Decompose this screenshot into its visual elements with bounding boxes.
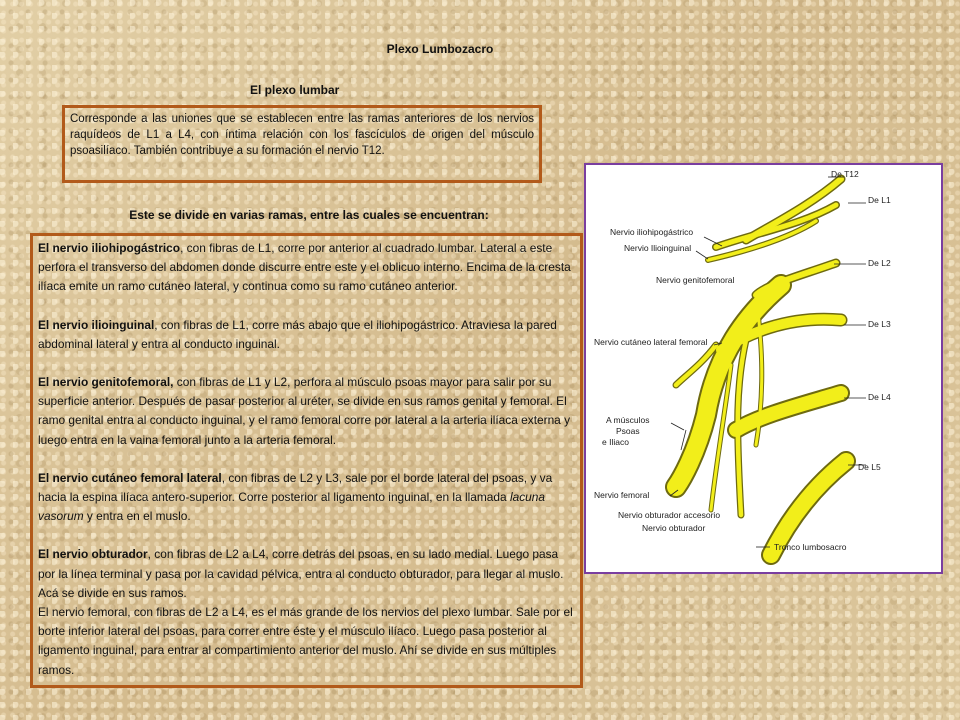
intro-box: Corresponde a las uniones que se establecen entre las ramas anteriores de los nervios raquídeos de L1 a L4, con íntima relación con los fascículos de origen del músculo psoasilíaco. También contribuye a su formación el nervio T12. <box>62 105 542 183</box>
label-muscles-1: A músculos <box>606 415 650 425</box>
nerve-description: , con fibras de L1, corre por anterior al cuadrado lumbar. Lateral a este perfora el transverso del abdomen donde discurre entre este y el oblicuo interno. Encima de la cresta ilíaca emite un ramo cutáneo lateral, y continua como su ramo cutáneo anterior. <box>38 241 571 294</box>
nerve-trunks <box>676 179 846 555</box>
section-subtitle: El plexo lumbar <box>250 83 340 97</box>
label-muscles-3: e Iliaco <box>602 437 629 447</box>
nerve-paragraph <box>38 316 575 354</box>
label-ilioinguinal: Nervio Ilioinguinal <box>624 243 692 253</box>
label-l5: De L5 <box>858 462 881 472</box>
femoral-paragraph: El nervio femoral, con fibras de L2 a L4, es el más grande de los nervios del plexo lumbar. Sale por el borte inferior lateral del psoas, para correr entre éste y el músculo ilíaco. Luego pasa posterior al ligamento inguinal, para entrar al compartimiento anterior del muslo. Ahí se divide en sus múltiples ramos. <box>38 605 573 677</box>
nerve-italic-term: lacuna vasorum <box>38 490 545 524</box>
label-lateral-cutaneous: Nervio cutáneo lateral femoral <box>594 337 708 347</box>
label-obturator: Nervio obturador <box>642 523 706 533</box>
label-lumbosacral: Tronco lumbosacro <box>774 542 847 552</box>
nerve-paragraph <box>38 469 575 527</box>
nerves-box <box>30 233 583 688</box>
nerve-description: y entra en el muslo. <box>83 509 191 524</box>
nerve-description: , con fibras de L2 y L3, sale por el borde lateral del psoas, y va hacia la espina ilíaca antero-superior. Corre posterior al ligamento inguinal, en la llamada <box>38 470 553 505</box>
label-t12: De T12 <box>831 169 859 179</box>
label-iliohypogastric: Nervio iliohipogástrico <box>610 227 694 237</box>
lumbar-plexus-figure <box>584 163 943 574</box>
label-femoral: Nervio femoral <box>594 490 650 500</box>
lumbar-plexus-diagram <box>586 165 941 572</box>
divide-heading: Este se divide en varias ramas, entre las cuales se encuentran: <box>129 208 489 222</box>
label-muscles-2: Psoas <box>616 426 640 436</box>
label-l4: De L4 <box>868 392 891 402</box>
nerve-description: con fibras de L1 y L2, perfora al músculo psoas mayor para salir por su superficie anterior. Después de pasar posterior al uréter, se divide en sus ramos genital y femoral. El ramo genital entra al conducto inguinal, y el ramo femoral corre por lateral a la arteria ilíaca externa y luego entra en la vaina femoral junto a la arteria femoral. <box>38 375 571 447</box>
nerve-name: El nervio obturador <box>38 547 148 562</box>
label-l2: De L2 <box>868 258 891 268</box>
nerve-name: El nervio cutáneo femoral lateral <box>38 470 222 485</box>
nerve-description: , con fibras de L2 a L4, corre detrás del psoas, en su lado medial. Luego pasa por la línea terminal y pasa por la cavidad pélvica, entra al conducto obturador, para llegar al muslo. Acá se divide en sus ramos. <box>38 547 564 600</box>
label-l3: De L3 <box>868 319 891 329</box>
nerve-name: El nervio iliohipogástrico <box>38 241 181 255</box>
nerve-paragraph <box>38 239 575 297</box>
nerve-name: El nervio ilioinguinal <box>38 317 155 332</box>
nerve-paragraph <box>38 373 575 450</box>
nerve-name: El nervio genitofemoral, <box>38 375 174 390</box>
page-title: Plexo Lumbozacro <box>386 42 494 56</box>
label-accessory-obturator: Nervio obturador accesorio <box>618 510 721 520</box>
label-l1: De L1 <box>868 195 891 205</box>
label-genitofemoral: Nervio genitofemoral <box>656 275 735 285</box>
nerve-paragraph <box>38 545 575 603</box>
nerve-description: , con fibras de L1, corre más abajo que el iliohipogástrico. Atraviesa la pared abdominal lateral y entra al conducto inguinal. <box>38 317 557 351</box>
